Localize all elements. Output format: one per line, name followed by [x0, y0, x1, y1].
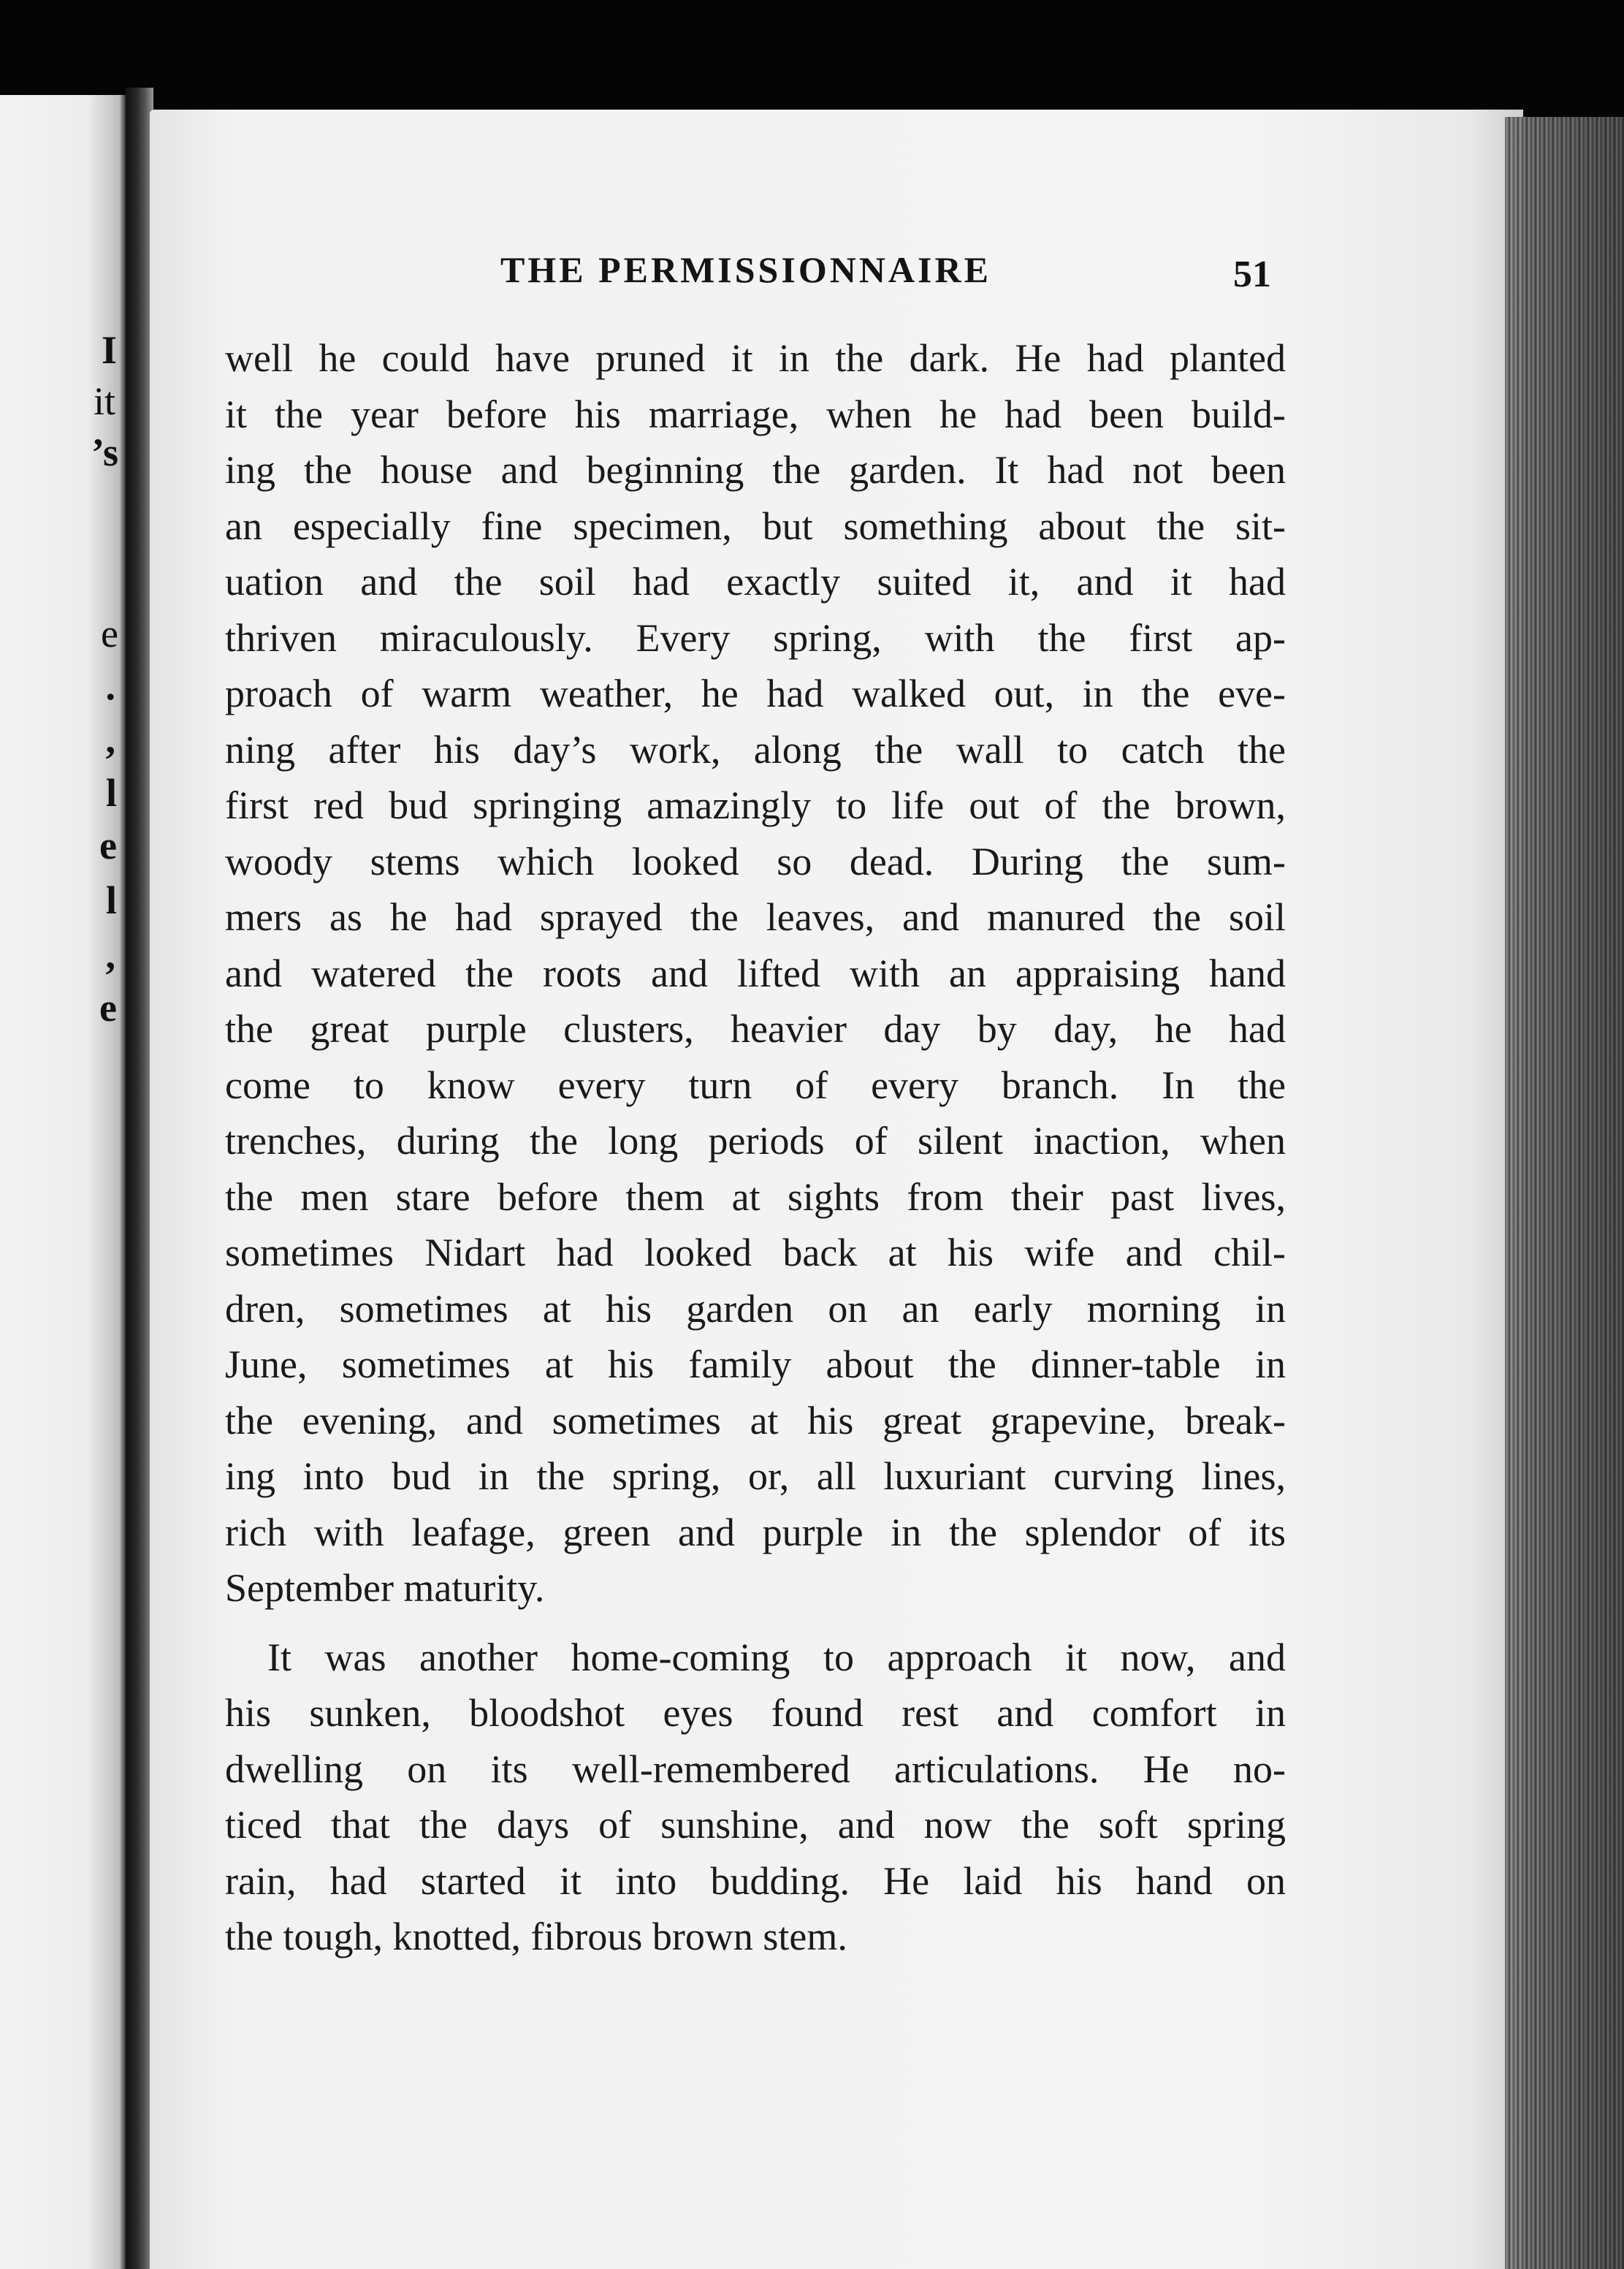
text-line: uation and the soil had exactly suited it, and it had — [225, 560, 1286, 604]
facing-page-fragment: l — [105, 878, 117, 922]
text-line: June, sometimes at his family about the dinner-table in — [225, 1342, 1286, 1386]
text-line: come to know every turn of every branch. In the — [225, 1063, 1286, 1107]
text-line: woody stems which looked so dead. During the sum- — [225, 839, 1286, 883]
facing-page-fragment: , — [105, 718, 115, 761]
text-line: the evening, and sometimes at his great grapevine, break- — [225, 1398, 1286, 1443]
text-line: well he could have pruned it in the dark. He had planted — [225, 336, 1286, 380]
text-line: and watered the roots and lifted with an appraising hand — [225, 951, 1286, 995]
text-line: rain, had started it into budding. He laid his hand on — [225, 1858, 1286, 1903]
text-line: an especially fine specimen, but something about the sit- — [225, 503, 1286, 548]
text-line: ing the house and beginning the garden. It had not been — [225, 448, 1286, 492]
facing-page-fragment: , — [105, 933, 115, 977]
facing-page-fragment: . — [105, 664, 115, 708]
text-line: It was another home-coming to approach it now, and — [267, 1635, 1286, 1679]
text-line: ticed that the days of sunshine, and now the soft spring — [225, 1803, 1286, 1847]
text-line: first red bud springing amazingly to life out of the brown, — [225, 783, 1286, 827]
text-line: dwelling on its well-remembered articulations. He no- — [225, 1747, 1286, 1791]
text-line: his sunken, bloodshot eyes found rest and comfort in — [225, 1691, 1286, 1735]
facing-page-fragment: I — [101, 328, 117, 372]
facing-page-fragment: it — [93, 379, 115, 423]
running-title: THE PERMISSIONNAIRE — [500, 249, 991, 290]
text-line: proach of warm weather, he had walked out, in the eve- — [225, 672, 1286, 715]
text-line: rich with leafage, green and purple in the splendor of its — [225, 1510, 1286, 1554]
facing-page-fragment: ’s — [91, 430, 118, 474]
text-line: ing into bud in the spring, or, all luxuriant curving lines, — [225, 1454, 1286, 1498]
text-line: dren, sometimes at his garden on an early morning in — [225, 1286, 1286, 1331]
page-stack-edge — [1505, 117, 1624, 2269]
facing-page-fragment: e — [101, 612, 118, 655]
text-line: ning after his day’s work, along the wall to catch the — [225, 727, 1286, 772]
text-line: the great purple clusters, heavier day by day, he had — [225, 1007, 1286, 1051]
paragraph — [225, 330, 1286, 1616]
page-number: 51 — [1233, 254, 1271, 295]
text-line: the men stare before them at sights from their past lives, — [225, 1174, 1286, 1219]
text-line: thriven miraculously. Every spring, with the first ap- — [225, 615, 1286, 660]
facing-page-edge — [0, 95, 126, 2269]
text-line: the tough, knotted, fibrous brown stem. — [225, 1915, 847, 1958]
paragraph — [225, 1630, 1286, 1965]
text-line: trenches, during the long periods of silent inaction, when — [225, 1119, 1286, 1163]
facing-page-fragment: e — [99, 986, 117, 1030]
text-line: mers as he had sprayed the leaves, and manured the soil — [225, 895, 1286, 939]
text-line: September maturity. — [225, 1566, 545, 1610]
paragraph-gap — [225, 1616, 1286, 1630]
facing-page-fragment: l — [105, 771, 117, 815]
text-line: it the year before his marriage, when he had been build- — [225, 392, 1286, 436]
body-text — [225, 330, 1286, 1965]
facing-page-fragment: e — [99, 824, 117, 867]
text-line: sometimes Nidart had looked back at his wife and chil- — [225, 1231, 1286, 1274]
